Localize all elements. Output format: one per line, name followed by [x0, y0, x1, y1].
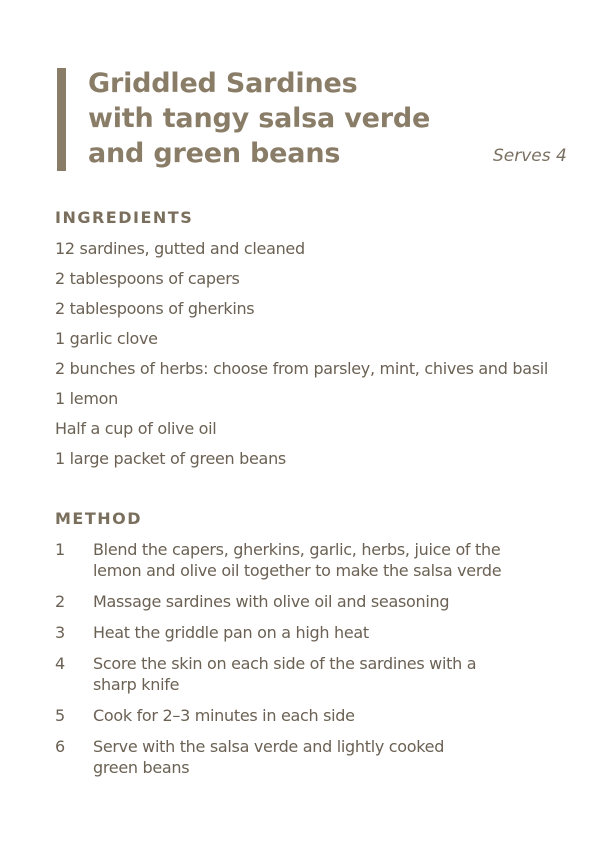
step-text-line: Score the skin on each side of the sardines with a	[93, 654, 477, 673]
ingredient-item: 1 lemon	[55, 389, 118, 408]
step-text-line: Blend the capers, gherkins, garlic, herbs, juice of the	[93, 540, 501, 559]
ingredient-item: 1 large packet of green beans	[55, 449, 286, 468]
step-text-line: Cook for 2–3 minutes in each side	[93, 706, 355, 725]
ingredient-item: 12 sardines, gutted and cleaned	[55, 239, 305, 258]
serves-label: Serves 4	[493, 146, 567, 166]
ingredient-item: 2 tablespoons of capers	[55, 269, 240, 288]
recipe-title	[88, 66, 430, 171]
recipe-title-line-3: and green beans	[88, 138, 341, 169]
step-text	[93, 653, 575, 695]
step-text-line: Massage sardines with olive oil and seasoning	[93, 592, 450, 611]
ingredient-item: 2 tablespoons of gherkins	[55, 299, 255, 318]
recipe-title-line-2: with tangy salsa verde	[88, 103, 431, 134]
step-number: 4	[55, 654, 66, 673]
method-step	[55, 591, 575, 612]
step-text-line: lemon and olive oil together to make the salsa verde	[93, 561, 502, 580]
ingredients-list	[55, 236, 548, 476]
method-step	[55, 539, 575, 581]
ingredient-item: Half a cup of olive oil	[55, 419, 217, 438]
ingredients-heading: INGREDIENTS	[55, 208, 194, 227]
step-number: 3	[55, 623, 66, 642]
step-text-line: sharp knife	[93, 675, 180, 694]
step-number: 1	[55, 540, 66, 559]
method-step	[55, 705, 575, 726]
step-text	[93, 539, 575, 581]
title-accent-bar	[57, 68, 66, 171]
recipe-title-line-1: Griddled Sardines	[88, 68, 358, 99]
step-number: 2	[55, 592, 66, 611]
step-text-line: Heat the griddle pan on a high heat	[93, 623, 369, 642]
method-list	[55, 539, 575, 788]
step-text	[93, 705, 575, 726]
step-text	[93, 736, 575, 778]
method-heading: METHOD	[55, 509, 143, 528]
method-step	[55, 622, 575, 643]
method-step	[55, 736, 575, 778]
step-number: 5	[55, 706, 66, 725]
step-number: 6	[55, 737, 66, 756]
step-text-line: green beans	[93, 758, 190, 777]
step-text	[93, 622, 575, 643]
step-text	[93, 591, 575, 612]
ingredient-item: 2 bunches of herbs: choose from parsley, mint, chives and basil	[55, 359, 549, 378]
method-step	[55, 653, 575, 695]
step-text-line: Serve with the salsa verde and lightly cooked	[93, 737, 445, 756]
ingredient-item: 1 garlic clove	[55, 329, 158, 348]
